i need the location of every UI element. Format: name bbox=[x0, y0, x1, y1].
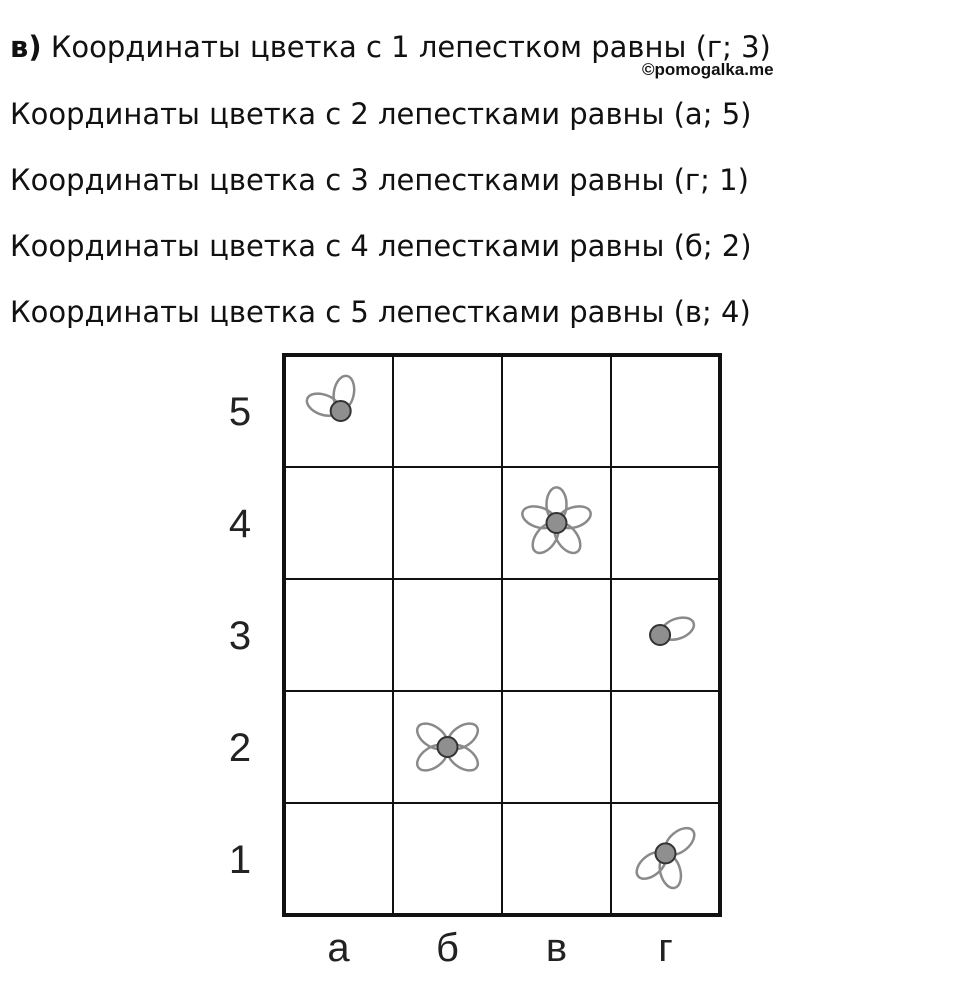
flower-1-petals bbox=[650, 613, 697, 645]
answer-line-5: Координаты цветка с 5 лепестками равны (в; 4) bbox=[10, 295, 751, 329]
grid-cell bbox=[393, 579, 502, 691]
row-label: 2 bbox=[228, 726, 252, 770]
grid-cell bbox=[502, 579, 611, 691]
column-label: б bbox=[436, 926, 459, 970]
grid-cell bbox=[611, 467, 720, 579]
answer-marker: в) bbox=[10, 30, 42, 64]
flower-center bbox=[650, 625, 670, 645]
flower-center bbox=[656, 843, 676, 863]
grid-cell bbox=[284, 579, 393, 691]
answer-line-4: Координаты цветка с 4 лепестками равны (б; 2) bbox=[10, 229, 752, 263]
row-label: 4 bbox=[228, 502, 252, 546]
column-label: а bbox=[327, 926, 350, 970]
flower-5-petals bbox=[520, 487, 594, 557]
grid-cell bbox=[393, 467, 502, 579]
grid-cell bbox=[393, 803, 502, 915]
watermark: ©pomogalka.me bbox=[642, 60, 774, 79]
flower-2-petals bbox=[304, 374, 357, 421]
flower-center bbox=[547, 513, 567, 533]
row-label: 1 bbox=[228, 838, 252, 882]
row-label: 3 bbox=[228, 614, 252, 658]
flower-center bbox=[438, 737, 458, 757]
grid-cell bbox=[502, 355, 611, 467]
grid-cell bbox=[502, 803, 611, 915]
flower-center bbox=[331, 401, 351, 421]
grid-cell bbox=[502, 691, 611, 803]
grid-cell bbox=[393, 355, 502, 467]
row-label: 5 bbox=[228, 390, 252, 434]
grid-cell bbox=[611, 355, 720, 467]
grid-cell bbox=[284, 803, 393, 915]
flower-3-petals bbox=[632, 823, 699, 891]
answer-line-2: Координаты цветка с 2 лепестками равны (а; 5) bbox=[10, 97, 752, 131]
column-label: г bbox=[658, 926, 673, 970]
answer-text-1: Координаты цветка с 1 лепестком равны (г; 3) bbox=[50, 30, 771, 64]
answer-line-3: Координаты цветка с 3 лепестками равны (г; 1) bbox=[10, 163, 749, 197]
grid-cell bbox=[284, 691, 393, 803]
column-label: в bbox=[545, 926, 568, 970]
flower-4-petals bbox=[413, 718, 483, 775]
grid-cell bbox=[284, 467, 393, 579]
grid-cell bbox=[611, 691, 720, 803]
